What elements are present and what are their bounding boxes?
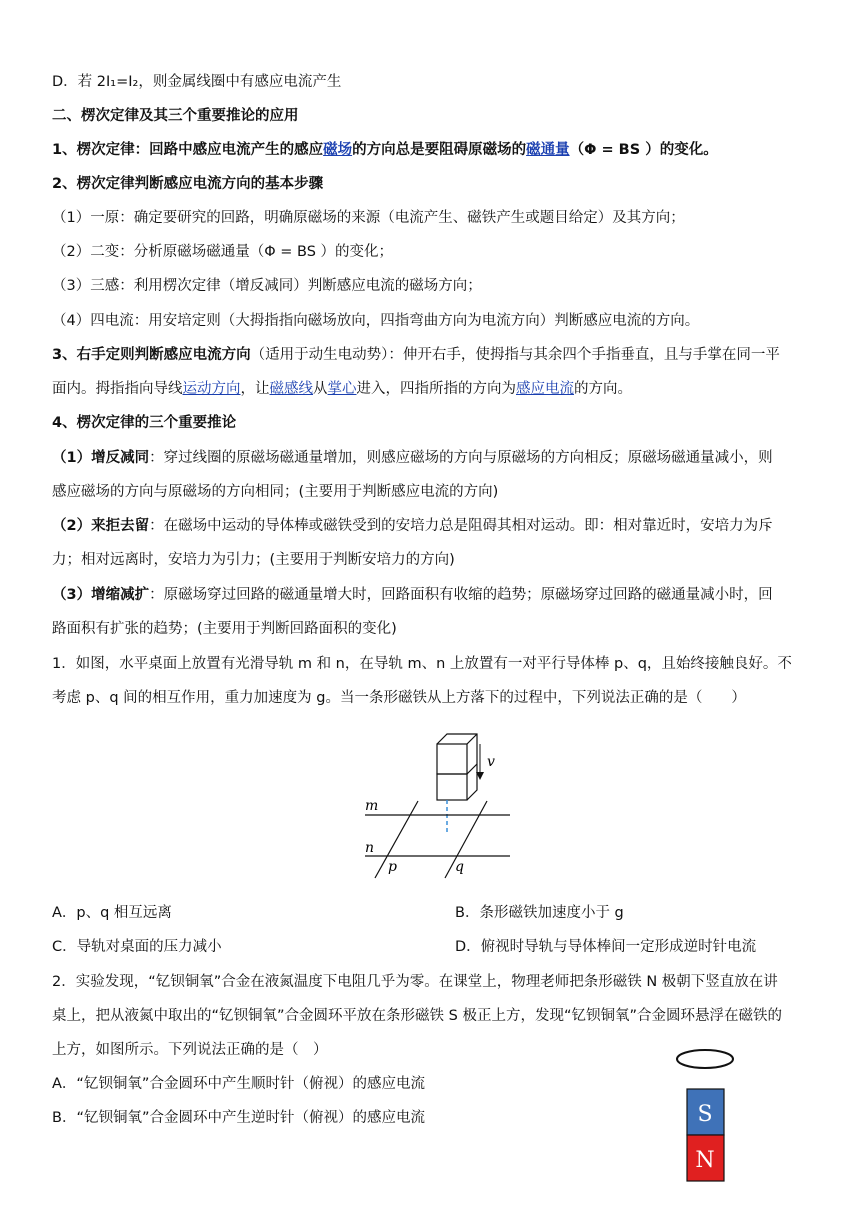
inference-2-line-2: 力；相对远离时，安培力为引力；(主要用于判断安培力的方向)	[52, 552, 455, 568]
inference-3-line-1: （3）增缩减扩：原磁场穿过回路的磁通量增大时，回路面积有收缩的趋势；原磁场穿过回路的磁通量减小时，回	[52, 587, 773, 603]
n-pole-label: N	[695, 1148, 715, 1173]
levitating-ring-figure	[672, 1045, 738, 1185]
inferences-heading: 4、楞次定律的三个重要推论	[52, 415, 237, 431]
q1-option-c[interactable]: C．导轨对桌面的压力减小	[52, 939, 222, 955]
rails-magnet-figure	[355, 728, 520, 880]
rail-n-label: n	[365, 840, 375, 856]
magnetic-field-link[interactable]: 磁场	[323, 142, 353, 158]
step-3: （3）三感：利用楞次定律（增反减同）判断感应电流的磁场方向；	[52, 278, 482, 294]
inference-1-line-1: （1）增反减同：穿过线圈的原磁场磁通量增加，则感应磁场的方向与原磁场的方向相反；原磁场磁通量减小，则	[52, 450, 773, 466]
step-4: （4）四电流：用安培定则（大拇指指向磁场放向，四指弯曲方向为电流方向）判断感应电流的方向。	[52, 313, 700, 329]
bar-magnet	[437, 734, 477, 800]
right-hand-rule-line-2: 面内。拇指指向导线运动方向，让磁感线从掌心进入，四指所指的方向为感应电流的方向。	[52, 381, 632, 397]
motion-direction-link[interactable]: 运动方向	[182, 381, 241, 397]
q2-option-a[interactable]: A．“钇钡铜氧”合金圆环中产生顺时针（俯视）的感应电流	[52, 1076, 425, 1092]
q1-option-a[interactable]: A．p、q 相互远离	[52, 905, 172, 921]
rod-p-label: p	[388, 859, 397, 875]
velocity-label: v	[487, 754, 495, 770]
question-1-line-1: 1．如图，水平桌面上放置有光滑导轨 m 和 n，在导轨 m、n 上放置有一对平行导体棒 p、q，且始终接触良好。不	[52, 656, 792, 672]
q1-option-b[interactable]: B．条形磁铁加速度小于 g	[455, 905, 624, 921]
s-pole-label: S	[697, 1102, 713, 1127]
question-1-line-2: 考虑 p、q 间的相互作用，重力加速度为 g。当一条形磁铁从上方落下的过程中，下列说法正确的是（ ）	[52, 690, 746, 706]
question-2-line-1: 2．实验发现，“钇钡铜氧”合金在液氮温度下电阻几乎为零。在课堂上，物理老师把条形磁铁 N 极朝下竖直放在讲	[52, 974, 778, 990]
section-heading: 二、楞次定律及其三个重要推论的应用	[52, 108, 299, 124]
palm-link[interactable]: 掌心	[327, 381, 357, 397]
q2-option-b[interactable]: B．“钇钡铜氧”合金圆环中产生逆时针（俯视）的感应电流	[52, 1110, 425, 1126]
field-lines-link[interactable]: 磁感线	[269, 381, 313, 397]
inference-1-line-2: 感应磁场的方向与原磁场的方向相同；(主要用于判断感应电流的方向)	[52, 484, 499, 500]
step-2: （2）二变：分析原磁场磁通量（Φ = BS ）的变化；	[52, 244, 394, 260]
induced-current-link[interactable]: 感应电流	[516, 381, 574, 397]
inference-3-line-2: 路面积有扩张的趋势；(主要用于判断回路面积的变化)	[52, 621, 397, 637]
step-1: （1）一原：确定要研究的回路，明确原磁场的来源（电流产生、磁铁产生或题目给定）及其方向；	[52, 210, 685, 226]
lenz-law-definition: 1、楞次定律：回路中感应电流产生的感应磁场的方向总是要阻碍原磁场的磁通量（Φ = BS ）的变化。	[52, 142, 718, 158]
rod-q	[445, 801, 487, 878]
inference-2-line-1: （2）来拒去留：在磁场中运动的导体棒或磁铁受到的安培力总是阻碍其相对运动。即：相对靠近时，安培力为斥	[52, 518, 773, 534]
superconducting-ring	[677, 1050, 733, 1068]
question-2-line-2: 桌上，把从液氮中取出的“钇钡铜氧”合金圆环平放在条形磁铁 S 极正上方，发现“钇钡铜氧”合金圆环悬浮在磁铁的	[52, 1008, 782, 1024]
rod-q-label: q	[455, 859, 464, 875]
rail-m-label: m	[365, 798, 379, 814]
steps-heading: 2、楞次定律判断感应电流方向的基本步骤	[52, 176, 324, 192]
option-d-line: D．若 2I₁=I₂，则金属线圈中有感应电流产生	[52, 74, 342, 90]
magnetic-flux-link[interactable]: 磁通量	[526, 142, 570, 158]
right-hand-rule-line-1: 3、右手定则判断感应电流方向（适用于动生电动势）：伸开右手，使拇指与其余四个手指垂直，且与手掌在同一平	[52, 347, 780, 363]
question-2-line-3: 上方，如图所示。下列说法正确的是（ ）	[52, 1042, 328, 1058]
q1-option-d[interactable]: D．俯视时导轨与导体棒间一定形成逆时针电流	[455, 939, 757, 955]
